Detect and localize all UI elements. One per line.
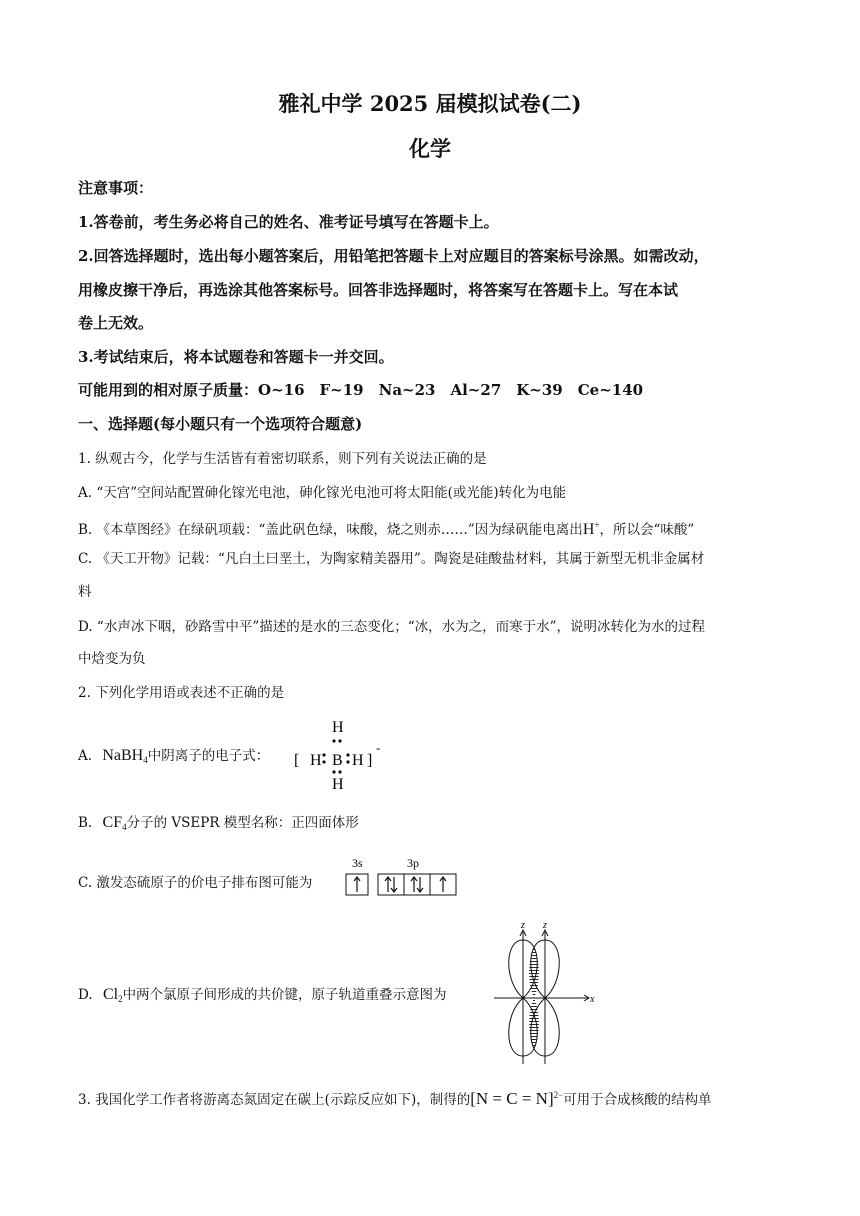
lewis-h-right: H (352, 752, 364, 769)
ncn-charge: 2− (553, 1090, 564, 1100)
subject-title: 化学 (409, 136, 451, 161)
q2-option-a-text: 中阴离子的电子式： (147, 748, 270, 764)
note-item-2-line-1: 2.回答选择题时，选出每小题答案后，用铅笔把答题卡上对应题目的答案标号涂黑。如需改动， (78, 247, 709, 265)
q1-option-c-line-2: 料 (78, 584, 92, 600)
orbital-diagram (344, 854, 460, 898)
x-axis-label: x (590, 994, 595, 1005)
ncn-formula (470, 1089, 563, 1108)
note-item-2-line-2: 用橡皮擦干净后，再选涂其他答案标号。回答非选择题时，将答案写在答题卡上。写在本试 (78, 281, 679, 299)
note-item-3: 3.考试结束后，将本试题卷和答题卡一并交回。 (78, 348, 394, 366)
q1-option-c-line-1: C. 《天工开物》记载：“凡白土曰垩土，为陶家精美器用”。陶瓷是硅酸盐材料，其属于新型无机非金属材 (78, 551, 705, 567)
cf4-symbol: CF (102, 814, 123, 831)
nabh4-subscript: 4 (143, 755, 148, 765)
orbital-label-3s: 3s (352, 856, 363, 870)
atomic-mass-line: 可能用到的相对原子质量：O~16 F~19 Na~23 Al~27 K~39 Ce~140 (78, 381, 644, 399)
cf4-formula (103, 814, 127, 831)
cl2-symbol: Cl (102, 986, 119, 1003)
q3-stem (78, 1085, 783, 1110)
note-item-1: 1.答卷前，考生务必将自己的姓名、准考证号填写在答题卡上。 (78, 213, 499, 231)
electron-dot (338, 739, 341, 742)
ncn-formula-text: [N = C = N] (470, 1089, 554, 1108)
q2-option-a-label: A. (78, 748, 93, 764)
z-axis-label-left: z (521, 920, 525, 931)
overlap-region-upper (529, 946, 539, 998)
lewis-h-top: H (332, 719, 344, 736)
lewis-h-left: H (310, 752, 322, 769)
p-orbital-overlap-diagram (492, 918, 602, 1066)
q1-option-d-line-1: D. “水声冰下咽，砂路雪中平”描述的是水的三态变化；“冰，水为之，而寒于水”，说明冰转化为水的过程 (78, 619, 706, 635)
q2-option-a (78, 746, 783, 770)
orbital-box-3p (378, 874, 456, 895)
q1-option-b (78, 515, 783, 540)
q3-stem-pre: 3. 我国化学工作者将游离态氮固定在碳上(示踪反应如下)，制得的 (78, 1092, 471, 1108)
cf4-subscript: 4 (122, 822, 127, 832)
q1-option-d-line-2: 中焓变为负 (78, 651, 146, 667)
electron-dot (332, 770, 335, 773)
q2-option-b-text: 分子的 VSEPR 模型名称：正四面体形 (126, 815, 359, 831)
lewis-h-bottom: H (332, 776, 344, 793)
lewis-charge: - (376, 740, 381, 755)
exam-title: 雅礼中学 2025 届模拟试卷(二) (278, 91, 582, 116)
electron-dot (338, 770, 341, 773)
electron-dot (322, 753, 325, 756)
cl2-subscript: 2 (118, 994, 123, 1004)
q2-option-c: C. 激发态硫原子的价电子排布图可能为 (78, 875, 313, 891)
q1-option-b-post: ，所以会“味酸” (599, 522, 695, 538)
hydrogen-ion (583, 521, 600, 538)
hydrogen-ion-symbol: H (582, 521, 595, 538)
lewis-b: B (332, 752, 343, 769)
electron-dot (332, 739, 335, 742)
nabh4-formula (102, 747, 147, 764)
electron-dot (346, 753, 349, 756)
bh4-lewis-structure (290, 716, 400, 794)
q2-option-d-label: D. (78, 987, 93, 1003)
cl2-formula (103, 986, 123, 1003)
q2-option-b-label: B. (78, 815, 93, 831)
section-1-heading: 一、选择题(每小题只有一个选项符合题意) (78, 415, 363, 433)
q2-option-d-text: 中两个氯原子间形成的共价键，原子轨道重叠示意图为 (122, 987, 447, 1003)
electron-dot (322, 760, 325, 763)
z-axis-label-right: z (543, 920, 547, 931)
q1-option-b-pre: B. 《本草图经》在绿矾项载：“盖此矾色绿，味酸，烧之则赤……”因为绿矾能电离出 (78, 522, 583, 538)
q1-option-a: A. “天宫”空间站配置砷化镓光电池，砷化镓光电池可将太阳能(或光能)转化为电能 (78, 485, 567, 501)
q1-stem: 1. 纵观古今，化学与生活皆有着密切联系，则下列有关说法正确的是 (78, 451, 487, 467)
orbital-label-3p: 3p (407, 856, 419, 870)
lewis-bracket-left: [ (294, 752, 300, 769)
hydrogen-ion-charge: + (594, 520, 600, 530)
electron-dot (346, 760, 349, 763)
q2-option-d (78, 985, 783, 1009)
q2-option-b (78, 813, 783, 837)
nabh4-symbol: NaBH (102, 747, 144, 764)
note-item-2-line-3: 卷上无效。 (78, 314, 154, 332)
overlap-region-lower (529, 998, 539, 1050)
lewis-bracket-right: ] (367, 752, 373, 769)
q3-stem-post: 可用于合成核酸的结构单 (563, 1092, 712, 1108)
notes-heading: 注意事项： (78, 179, 154, 197)
q2-stem: 2. 下列化学用语或表述不正确的是 (78, 685, 285, 701)
